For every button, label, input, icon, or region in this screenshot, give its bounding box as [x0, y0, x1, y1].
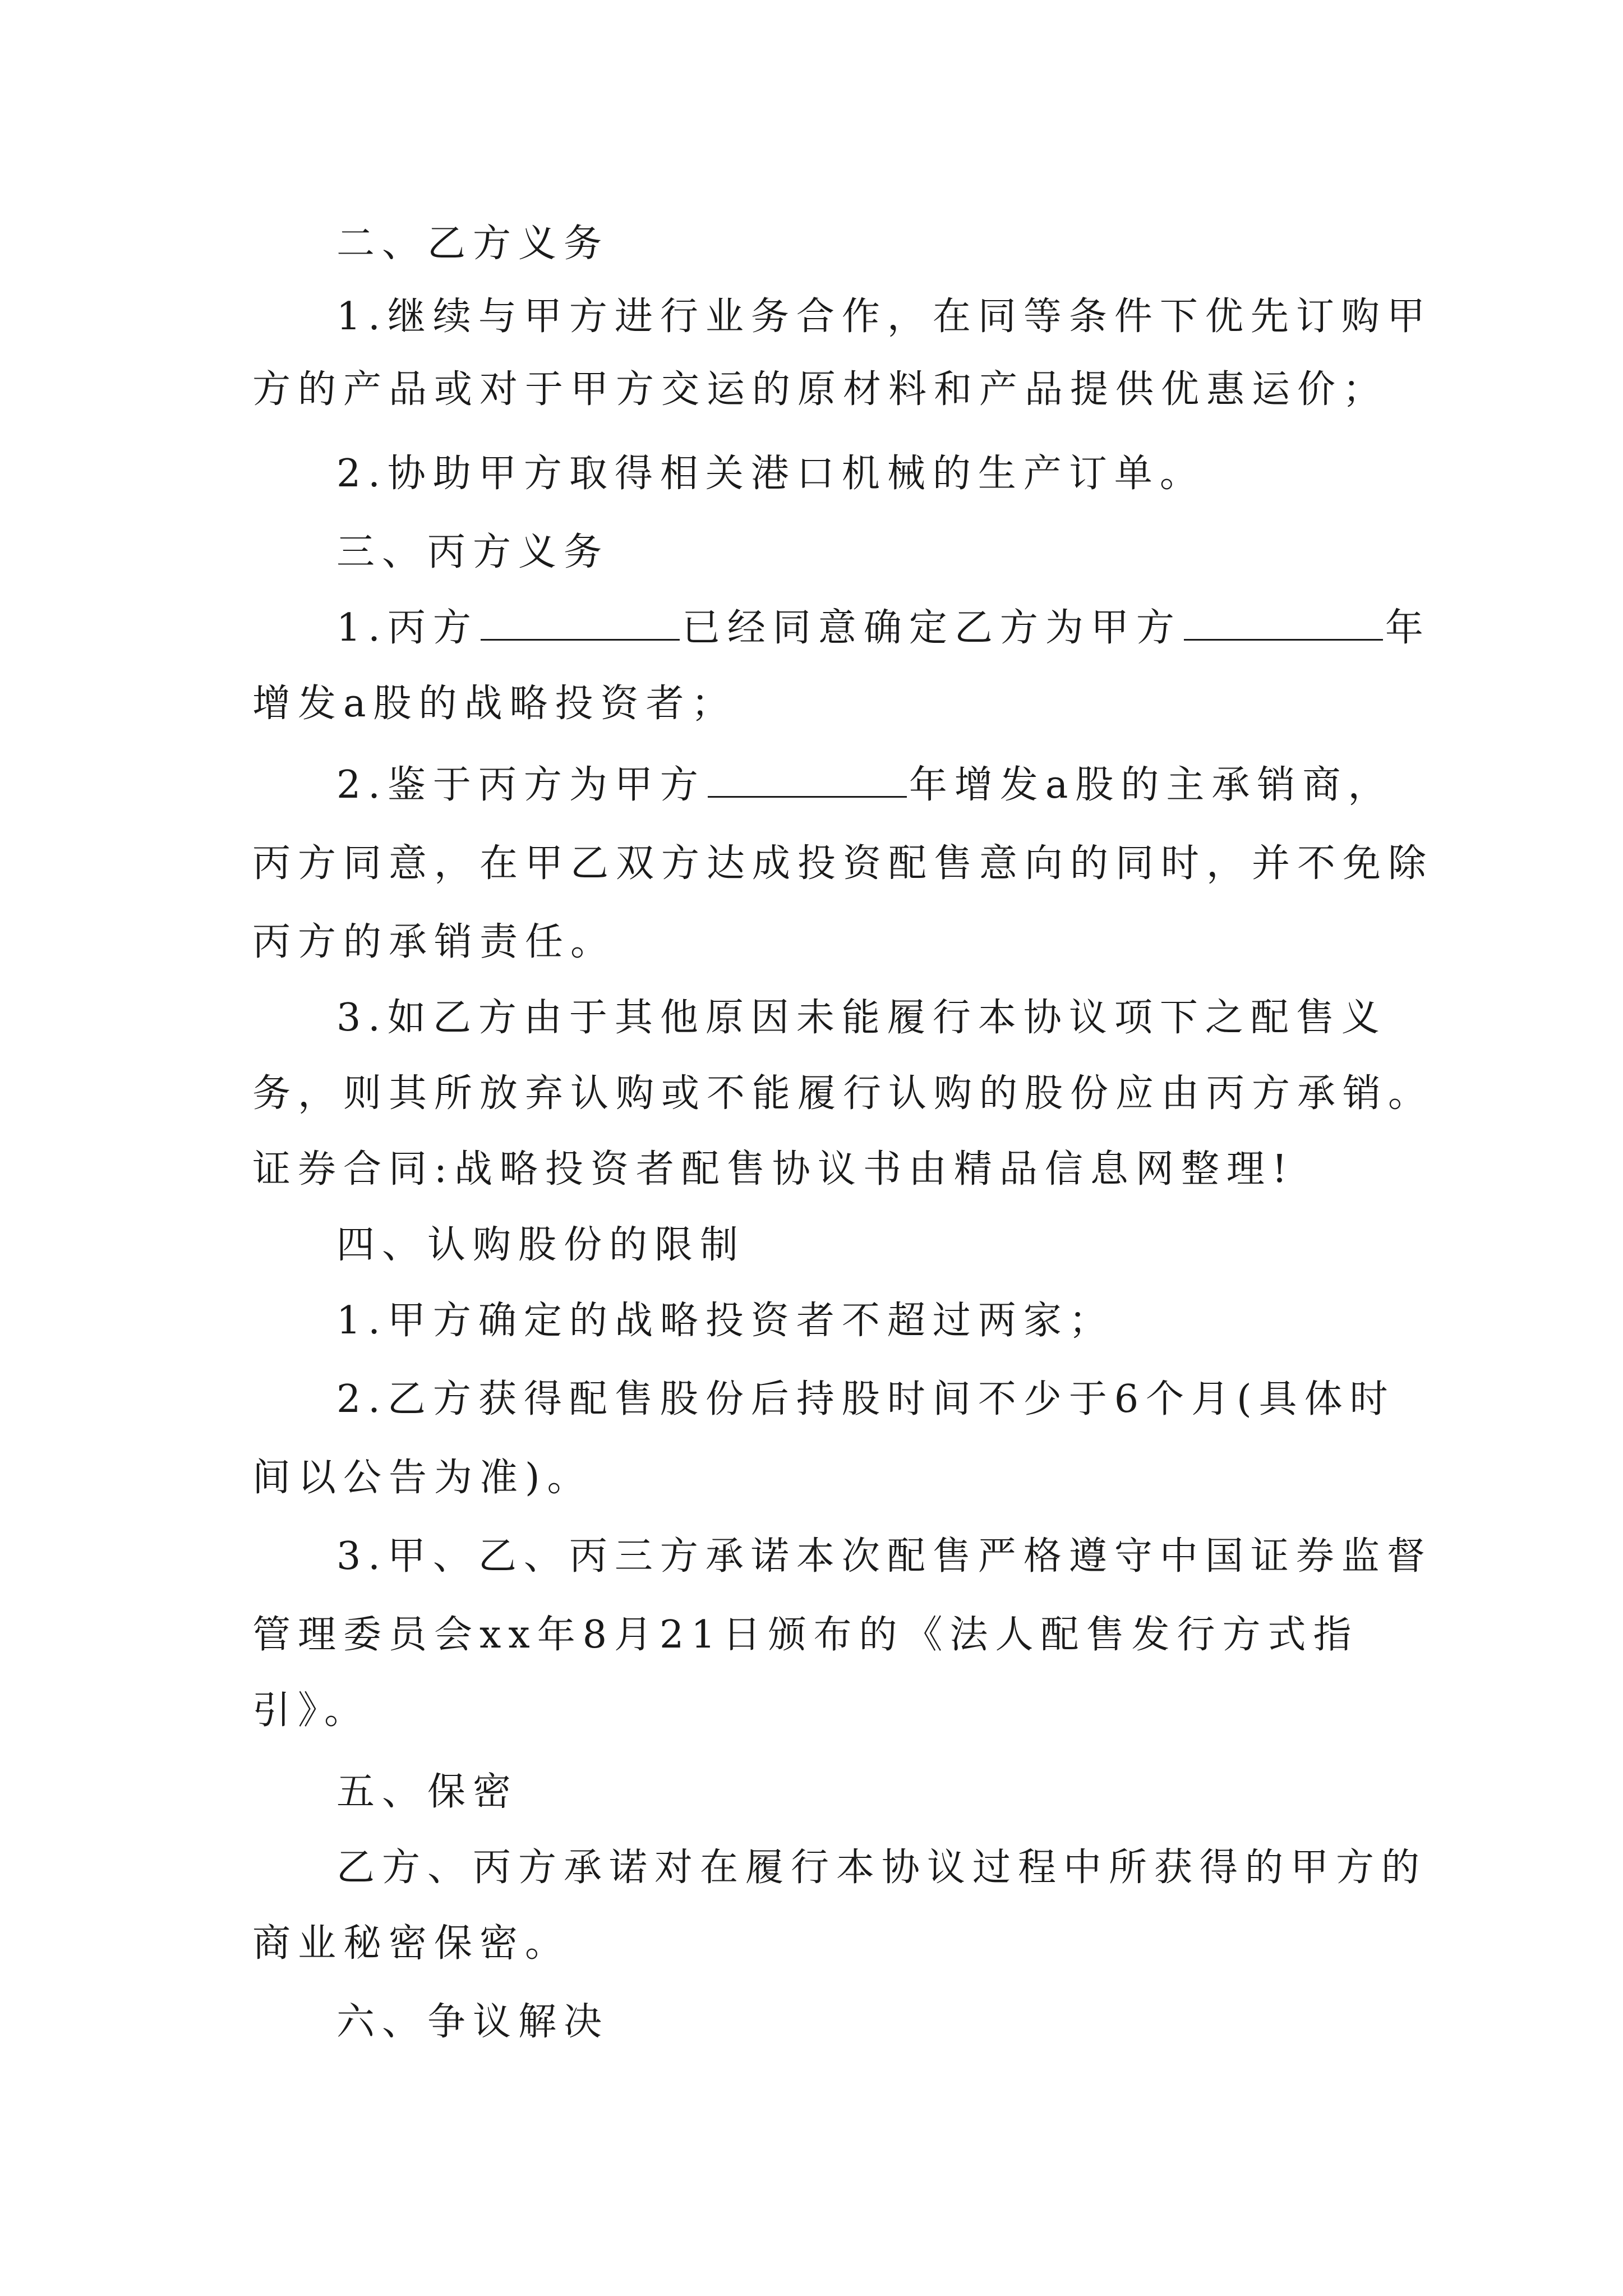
paragraph-line: 间以公告为准)。 — [252, 1456, 593, 1500]
paragraph-line: 3.如乙方由于其他原因未能履行本协议项下之配售义 — [336, 996, 1387, 1040]
paragraph-line: 丙方的承销责任。 — [252, 920, 616, 964]
paragraph-line: 1.甲方确定的战略投资者不超过两家； — [336, 1299, 1114, 1343]
text-segment: 2.鉴于丙方为甲方 — [336, 763, 706, 807]
paragraph-line: 乙方、丙方承诺对在履行本协议过程中所获得的甲方的 — [336, 1846, 1427, 1890]
paragraph-line-with-blank — [336, 760, 1393, 811]
text-segment: 年 — [1385, 606, 1431, 650]
paragraph-line: 丙方同意，在甲乙双方达成投资配售意向的同时，并不免除 — [252, 841, 1434, 886]
note-line: 证券合同:战略投资者配售协议书由精品信息网整理! — [252, 1147, 1295, 1191]
text-segment: 年增发a股的主承销商， — [909, 763, 1394, 807]
section-heading-4: 四、认购股份的限制 — [336, 1223, 746, 1267]
paragraph-line: 务，则其所放弃认购或不能履行认购的股份应由丙方承销。 — [252, 1071, 1434, 1116]
fill-in-blank — [1184, 604, 1383, 641]
paragraph-line: 方的产品或对于甲方交运的原材料和产品提供优惠运价； — [252, 367, 1389, 412]
fill-in-blank — [481, 604, 680, 641]
paragraph-line: 2.乙方获得配售股份后持股时间不少于6个月(具体时 — [336, 1377, 1395, 1421]
paragraph-line: 引》。 — [252, 1688, 370, 1733]
paragraph-line: 商业秘密保密。 — [252, 1921, 571, 1966]
text-segment: 1.丙方 — [336, 606, 478, 650]
section-heading-3: 三、丙方义务 — [336, 530, 610, 574]
fill-in-blank — [708, 761, 907, 798]
section-heading-6: 六、争议解决 — [336, 2000, 610, 2044]
paragraph-line: 3.甲、乙、丙三方承诺本次配售严格遵守中国证券监督 — [336, 1534, 1432, 1579]
paragraph-line-with-blanks — [336, 603, 1431, 654]
text-segment: 已经同意确定乙方为甲方 — [681, 606, 1182, 650]
paragraph-line: 管理委员会xx年8月21日颁布的《法人配售发行方式指 — [252, 1613, 1359, 1657]
section-heading-2: 二、乙方义务 — [336, 222, 610, 266]
paragraph-line: 1.继续与甲方进行业务合作，在同等条件下优先订购甲 — [336, 295, 1432, 339]
paragraph-line: 增发a股的战略投资者； — [252, 682, 737, 726]
paragraph-line: 2.协助甲方取得相关港口机械的生产订单。 — [336, 452, 1205, 496]
section-heading-5: 五、保密 — [336, 1770, 519, 1814]
